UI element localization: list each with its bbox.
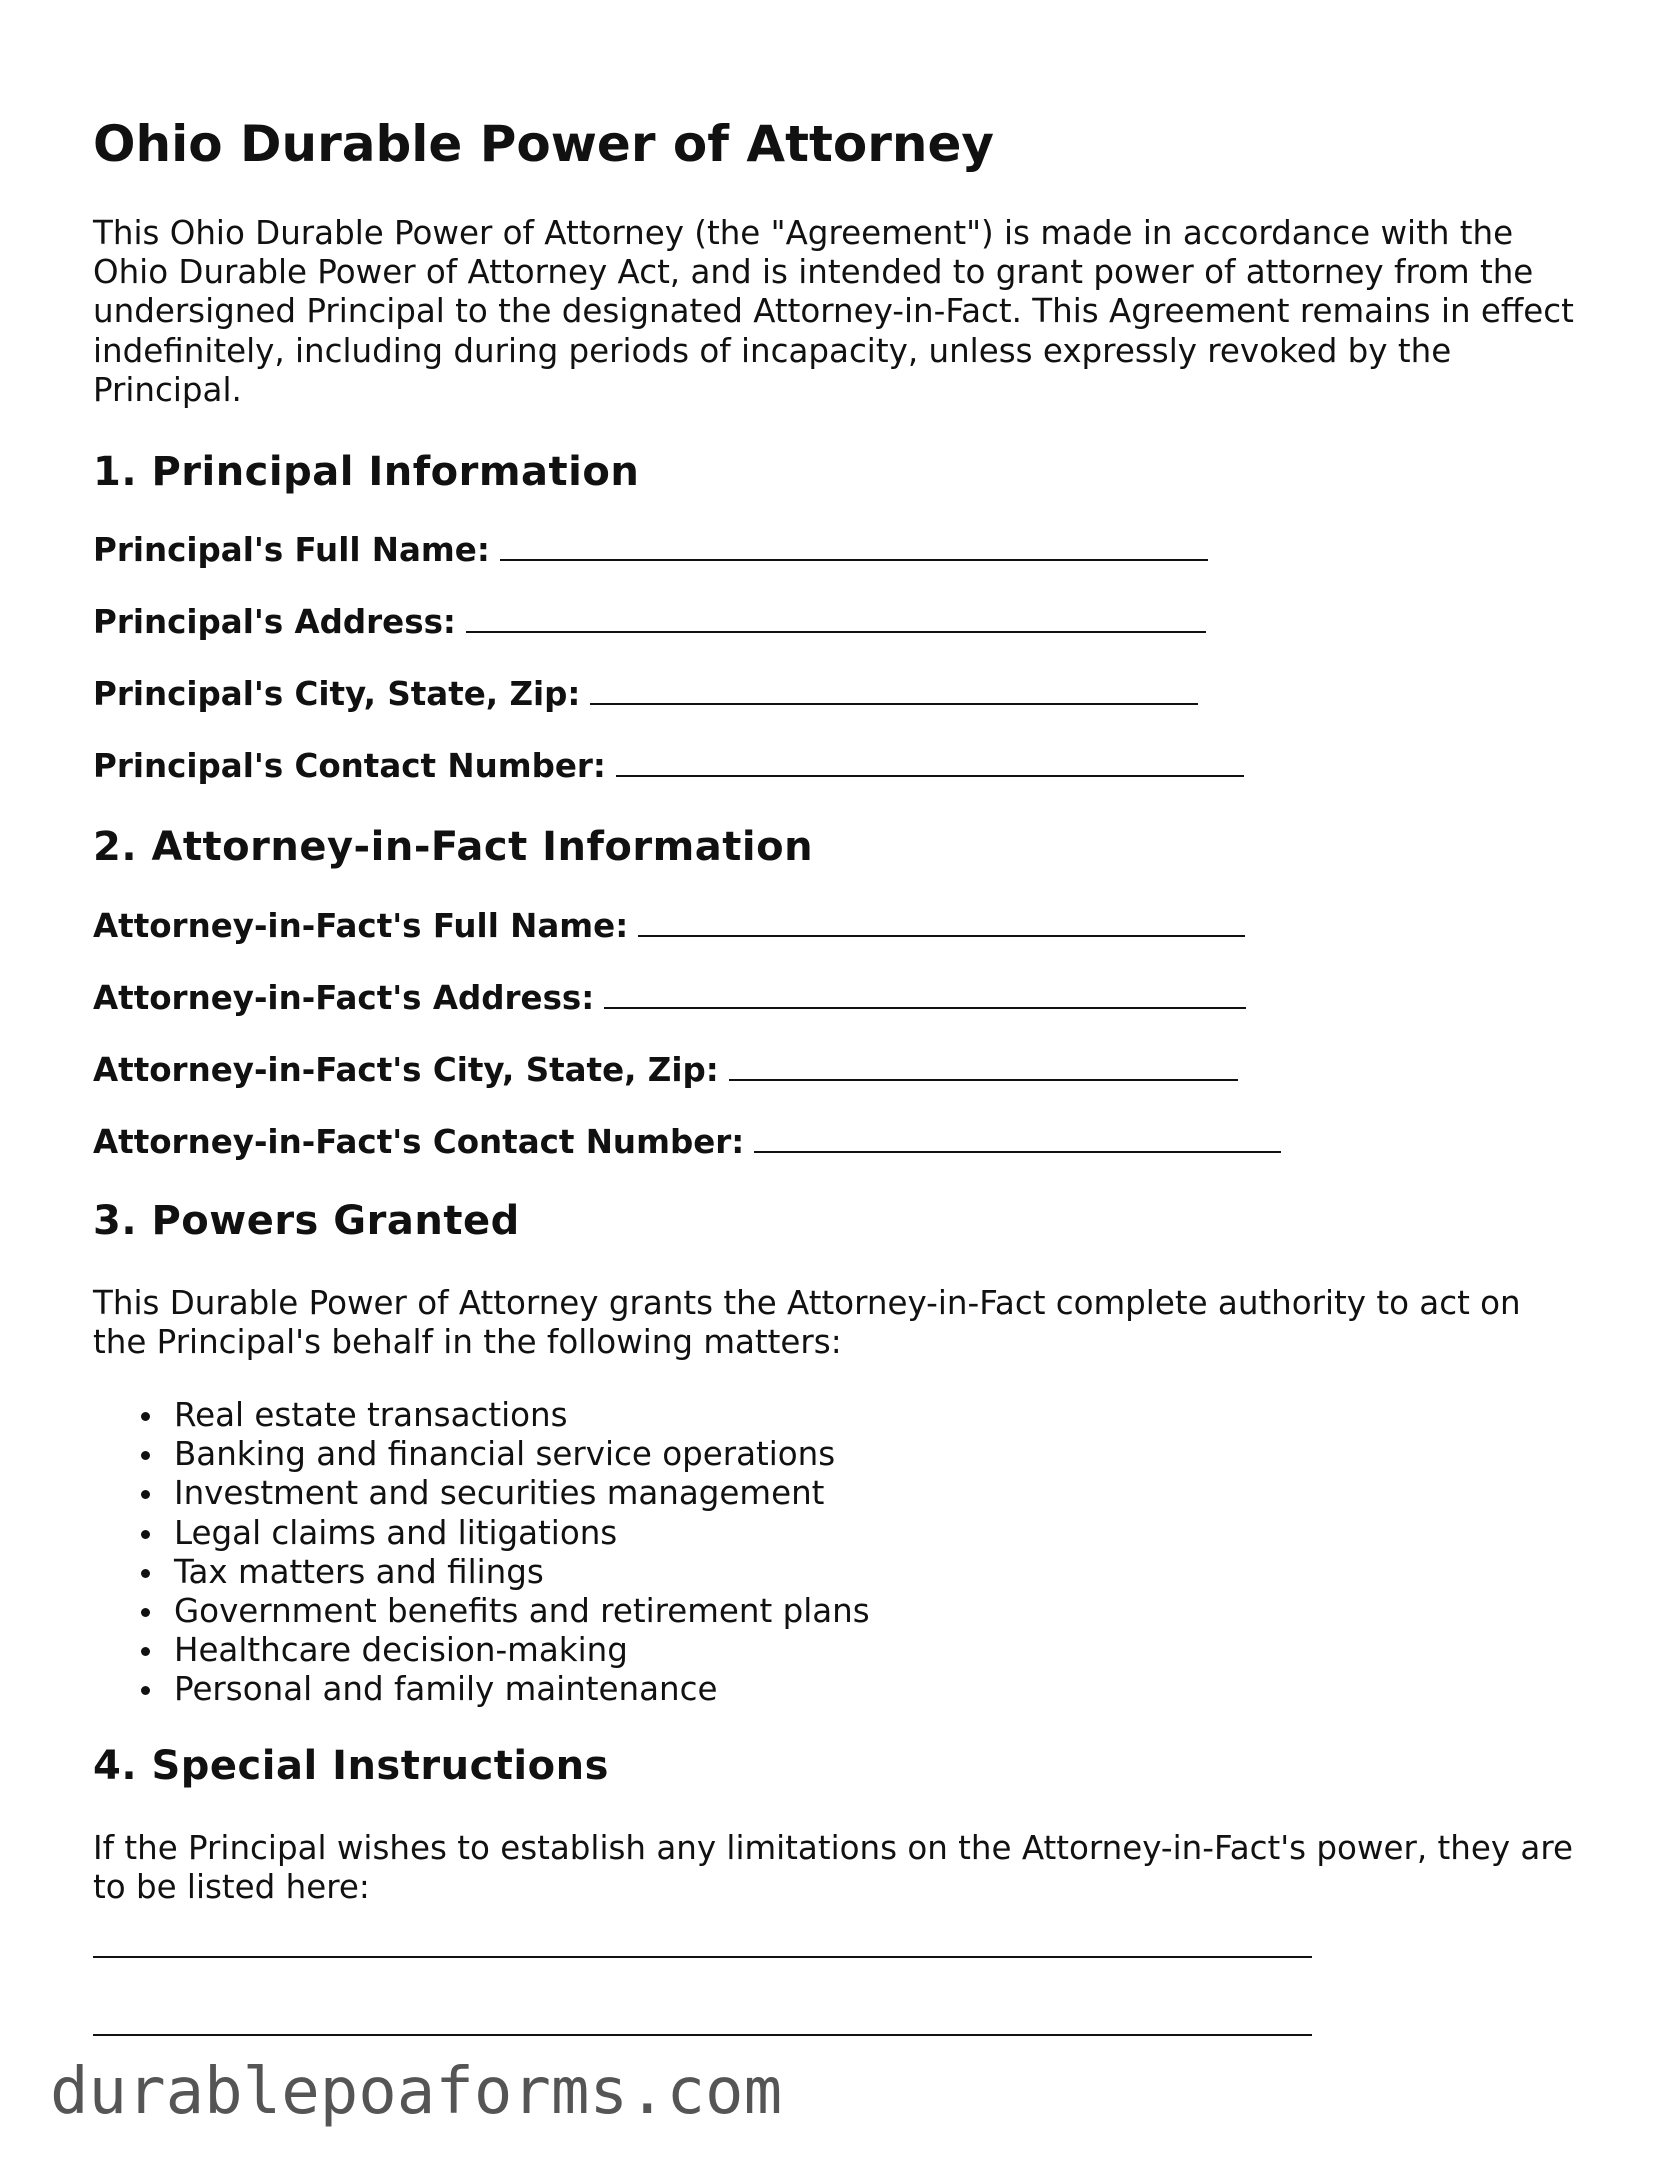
- principal-address-label: Principal's Address:: [93, 603, 456, 641]
- attorney-full-name-blank[interactable]: [638, 905, 1245, 937]
- section-attorney-heading: 2. Attorney-in-Fact Information: [93, 824, 814, 870]
- section-principal-heading: 1. Principal Information: [93, 449, 640, 495]
- list-item: Investment and securities management: [93, 1474, 870, 1513]
- attorney-full-name-label: Attorney-in-Fact's Full Name:: [93, 907, 629, 945]
- principal-address-blank[interactable]: [466, 601, 1206, 633]
- attorney-city-state-zip-label: Attorney-in-Fact's City, State, Zip:: [93, 1051, 719, 1089]
- document-title: Ohio Durable Power of Attorney: [93, 115, 995, 173]
- principal-full-name-label: Principal's Full Name:: [93, 531, 490, 569]
- powers-intro-paragraph: This Durable Power of Attorney grants the Attorney-in-Fact complete authority to act on the Principal's behalf in the following matters:: [93, 1284, 1521, 1362]
- principal-city-state-zip-field[interactable]: [93, 673, 1198, 714]
- list-item: Real estate transactions: [93, 1396, 870, 1435]
- principal-contact-number-field[interactable]: [93, 745, 1244, 786]
- attorney-contact-number-blank[interactable]: [754, 1121, 1281, 1153]
- attorney-address-label: Attorney-in-Fact's Address:: [93, 979, 595, 1017]
- attorney-city-state-zip-blank[interactable]: [729, 1049, 1238, 1081]
- principal-city-state-zip-blank[interactable]: [590, 673, 1198, 705]
- attorney-address-blank[interactable]: [604, 977, 1246, 1009]
- list-item: Legal claims and litigations: [93, 1514, 870, 1553]
- attorney-contact-number-field[interactable]: [93, 1121, 1281, 1162]
- special-instructions-line-2[interactable]: [93, 2034, 1312, 2036]
- principal-contact-number-blank[interactable]: [616, 745, 1244, 777]
- list-item: Personal and family maintenance: [93, 1670, 870, 1709]
- intro-paragraph: This Ohio Durable Power of Attorney (the "Agreement") is made in accordance with the Ohio Durable Power of Attorney Act, and is intended to grant power of attorney from the undersigned Principal to the designated Attorney-in-Fact. This Agreement remains in effect indefinitely, including during periods of incapacity, unless expressly revoked by the Principal.: [93, 214, 1574, 409]
- principal-contact-number-label: Principal's Contact Number:: [93, 747, 606, 785]
- section-special-heading: 4. Special Instructions: [93, 1743, 609, 1789]
- principal-city-state-zip-label: Principal's City, State, Zip:: [93, 675, 581, 713]
- special-intro-paragraph: If the Principal wishes to establish any limitations on the Attorney-in-Fact's power, they are to be listed here:: [93, 1829, 1573, 1907]
- list-item: Tax matters and filings: [93, 1553, 870, 1592]
- attorney-city-state-zip-field[interactable]: [93, 1049, 1238, 1090]
- section-powers-heading: 3. Powers Granted: [93, 1198, 520, 1244]
- principal-full-name-blank[interactable]: [500, 529, 1208, 561]
- attorney-address-field[interactable]: [93, 977, 1246, 1018]
- list-item: Healthcare decision-making: [93, 1631, 870, 1670]
- principal-address-field[interactable]: [93, 601, 1206, 642]
- attorney-contact-number-label: Attorney-in-Fact's Contact Number:: [93, 1123, 745, 1161]
- special-instructions-line-1[interactable]: [93, 1956, 1312, 1958]
- watermark-text: durablepoaforms.com: [50, 2055, 783, 2129]
- list-item: Banking and financial service operations: [93, 1435, 870, 1474]
- list-item: Government benefits and retirement plans: [93, 1592, 870, 1631]
- powers-list: [93, 1396, 870, 1710]
- principal-full-name-field[interactable]: [93, 529, 1208, 570]
- attorney-full-name-field[interactable]: [93, 905, 1245, 946]
